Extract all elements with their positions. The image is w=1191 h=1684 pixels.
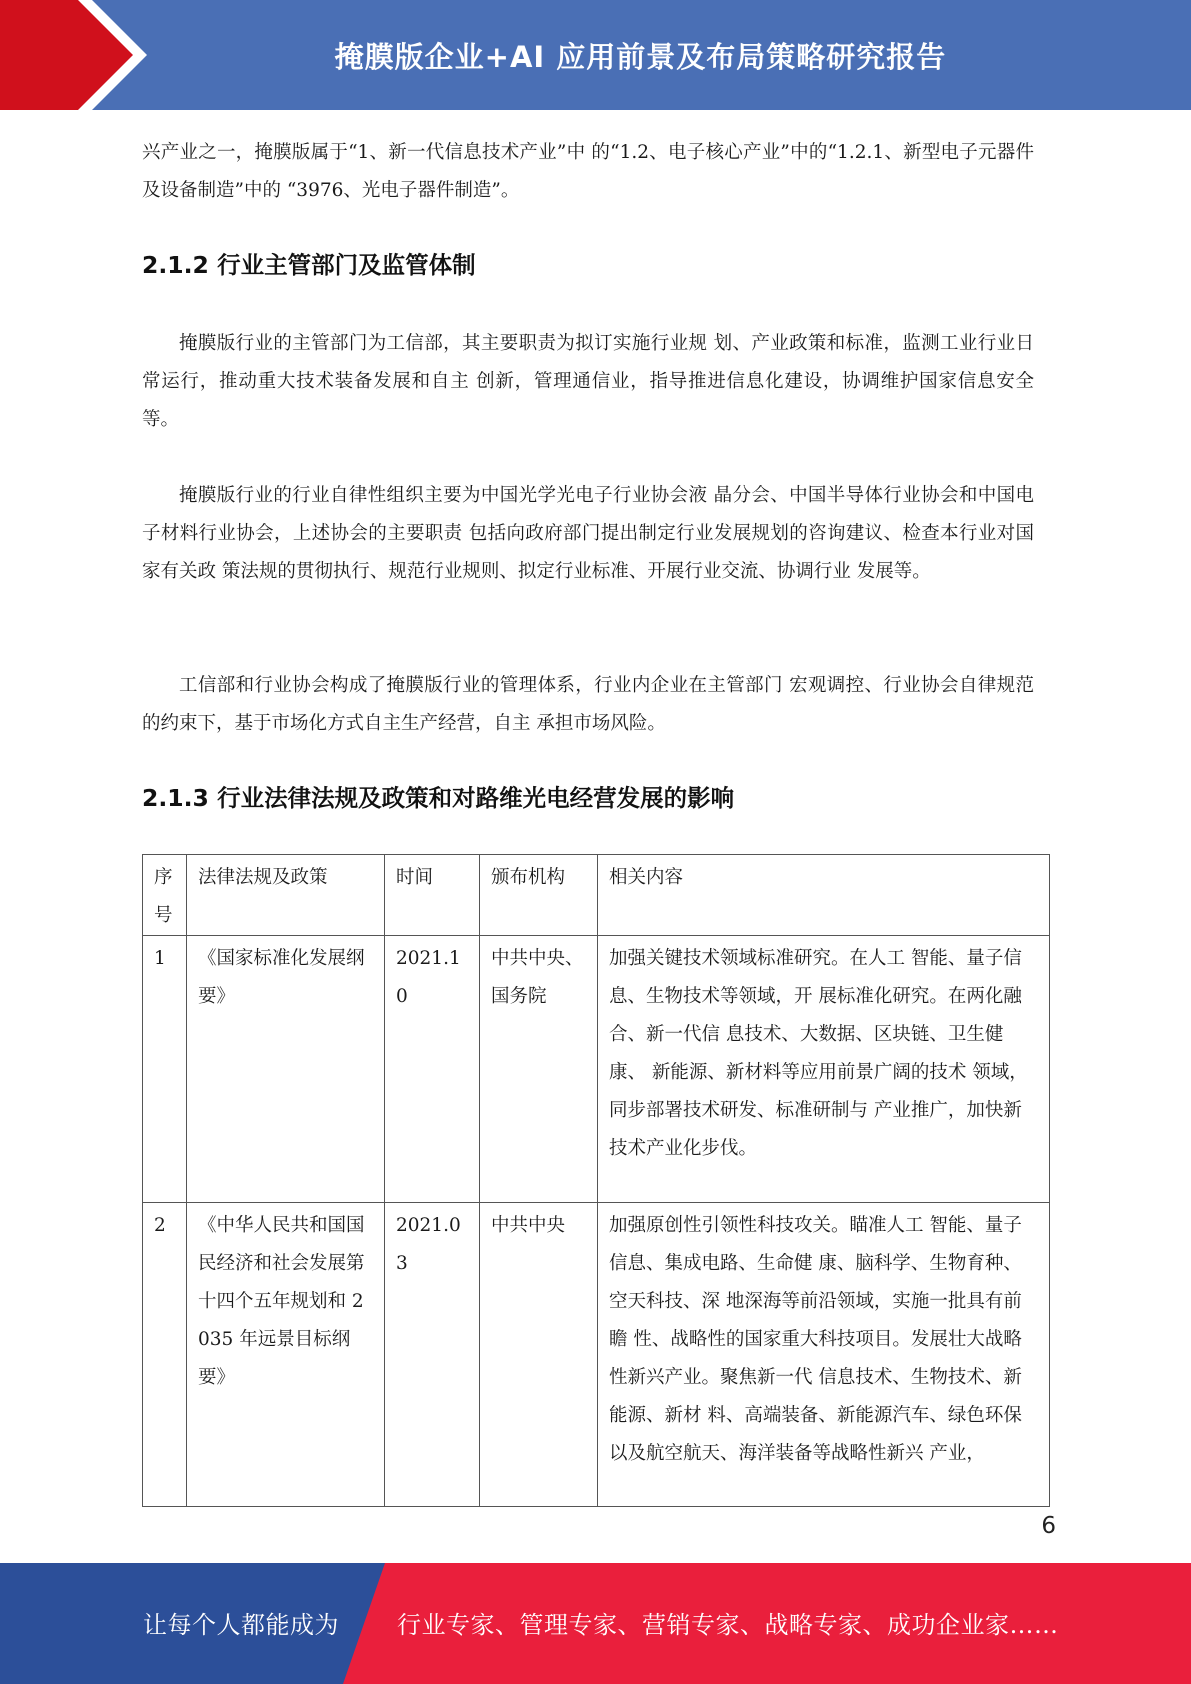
intro-block [142,134,1034,210]
footer-slogan-left: 让每个人都能成为 [143,1611,339,1639]
header-cell-content: 相关内容 [598,855,1050,936]
section-heading: 2.1.3 行业法律法规及政策和对路维光电经营发展的影响 [142,784,735,812]
table-row [143,936,1050,1203]
page-number: 6 [1041,1513,1056,1539]
header-cell-policy: 法律法规及政策 [187,855,385,936]
row-agency: 中共中央、国务院 [480,936,598,1203]
table-header-row [143,855,1050,936]
row-agency: 中共中央 [480,1203,598,1507]
report-title: 掩膜版企业+AI 应用前景及布局策略研究报告 [334,39,947,74]
section-2-1-3 [142,779,1034,813]
header-cell-time: 时间 [385,855,480,936]
header-cell-agency: 颁布机构 [480,855,598,936]
row-policy: 《中华人民共和国国民经济和社会发展第十四个五年规划和 2035 年远景目标纲要》 [187,1203,385,1507]
row-content: 加强关键技术领域标准研究。在人工 智能、量子信息、生物技术等领域，开 展标准化研究。在两化融合、新一代信 息技术、大数据、区块链、卫生健康、 新能源、新材料等应用前景广阔的技术 领域，同步部署技术研发、标准研制与 产业推广，加快新技术产业化步伐。 [598,936,1050,1203]
row-time: 2021.10 [385,936,480,1203]
section-2-1-2-para-1-block [142,325,1034,439]
section-2-1-2-para-2-block [142,477,1034,591]
row-content: 加强原创性引领性科技攻关。瞄准人工 智能、量子信息、集成电路、生命健 康、脑科学、生物育种、空天科技、深 地深海等前沿领域，实施一批具有前瞻 性、战略性的国家重大科技项目。发展壮大战略性新兴产业。聚焦新一代 信息技术、生物技术、新能源、新材 料、高端装备、新能源汽车、绿色环保 以及航空航天、海洋装备等战略性新兴 产业， [598,1203,1050,1507]
row-policy: 《国家标准化发展纲要》 [187,936,385,1203]
section-2-1-2 [142,246,1034,280]
row-time: 2021.03 [385,1203,480,1507]
footer-slogan-right: 行业专家、管理专家、营销专家、战略专家、成功企业家…… [397,1611,1059,1639]
body-paragraph: 工信部和行业协会构成了掩膜版行业的管理体系，行业内企业在主管部门 宏观调控、行业协会自律规范的约束下，基于市场化方式自主生产经营，自主 承担市场风险。 [142,675,1034,734]
policy-table [142,854,1050,1507]
intro-paragraph: 兴产业之一，掩膜版属于“1、新一代信息技术产业”中 的“1.2、电子核心产业”中的“1.2.1、新型电子元器件及设备制造”中的 “3976、光电子器件制造”。 [142,142,1034,201]
page-header [0,0,1191,110]
body-paragraph: 掩膜版行业的行业自律性组织主要为中国光学光电子行业协会液 晶分会、中国半导体行业协会和中国电子材料行业协会，上述协会的主要职责 包括向政府部门提出制定行业发展规划的咨询建议、检查本行业对国家有关政 策法规的贯彻执行、规范行业规则、拟定行业标准、开展行业交流、协调行业 发展等。 [142,485,1034,582]
section-heading: 2.1.2 行业主管部门及监管体制 [142,251,476,279]
body-paragraph: 掩膜版行业的主管部门为工信部，其主要职责为拟订实施行业规 划、产业政策和标准，监测工业行业日常运行，推动重大技术装备发展和自主 创新，管理通信业，指导推进信息化建设，协调维护国家信息安全等。 [142,333,1034,430]
header-cell-no: 序号 [143,855,187,936]
row-number: 2 [143,1203,187,1507]
header-red-chevron [0,0,150,110]
row-number: 1 [143,936,187,1203]
table-row [143,1203,1050,1507]
section-2-1-2-para-3-block [142,667,1034,743]
